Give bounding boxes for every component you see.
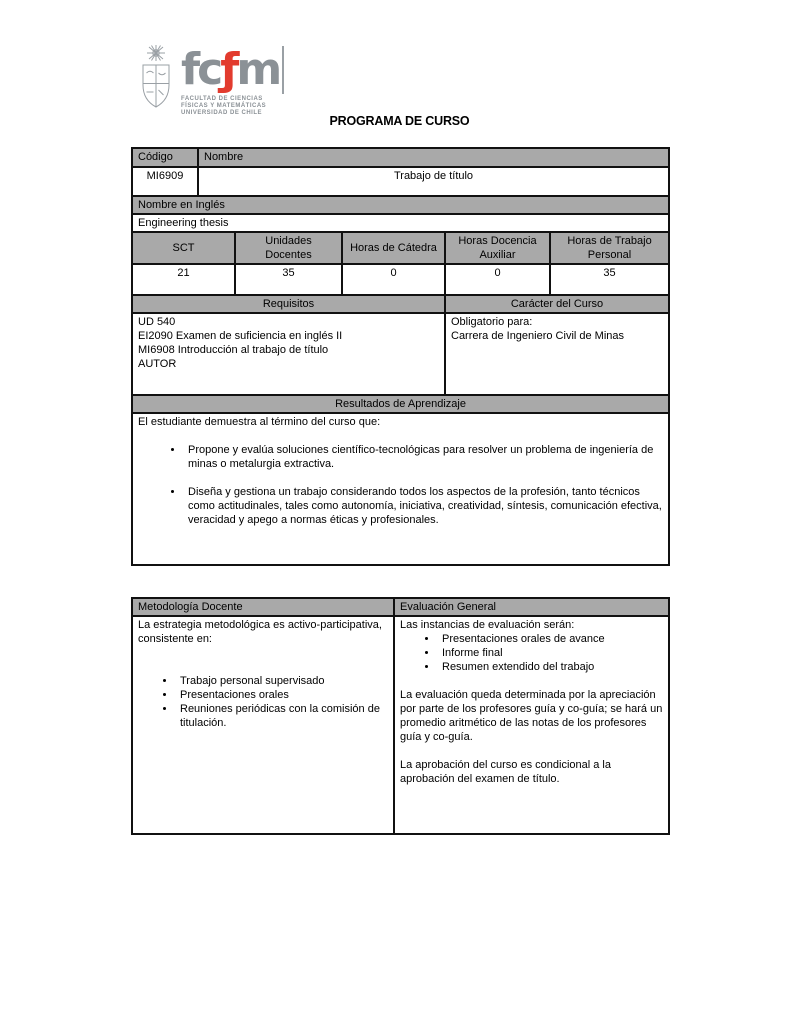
caracter-line: Carrera de Ingeniero Civil de Minas	[451, 330, 625, 342]
requisito-line: UD 540	[138, 316, 176, 328]
resultados-bullet-list	[138, 443, 663, 527]
evaluacion-intro: Las instancias de evaluación serán:	[400, 619, 575, 631]
wordmark-prefix: fc	[181, 44, 221, 95]
logo-text-block	[181, 44, 279, 117]
sct-header-cell: SCT	[132, 232, 235, 264]
evaluacion-paragraph: La evaluación queda determinada por la apreciación por parte de los profesores guía y co-guía; se hará un promedio aritmético de las notas de los profesores guía y co-guía.	[400, 689, 663, 743]
codigo-value-cell: MI6909	[132, 167, 198, 196]
requisito-line: EI2090 Examen de suficiencia en inglés II	[138, 330, 343, 342]
course-info-table	[131, 147, 670, 566]
unidades-docentes-value-cell: 35	[235, 264, 342, 295]
unidades-docentes-header-cell: Unidades Docentes	[235, 232, 342, 264]
methodology-evaluation-table	[131, 597, 670, 835]
horas-catedra-value-cell: 0	[342, 264, 445, 295]
resultados-intro: El estudiante demuestra al término del curso que:	[138, 416, 381, 428]
wordmark-accent-letter: ƒ	[220, 44, 237, 95]
nombre-header-cell: Nombre	[198, 148, 669, 167]
fcfm-wordmark	[181, 44, 280, 95]
page-title: PROGRAMA DE CURSO	[329, 114, 470, 128]
horas-catedra-header-cell: Horas de Cátedra	[342, 232, 445, 264]
metodologia-bullet-list	[138, 674, 388, 730]
caracter-line: Obligatorio para:	[451, 316, 533, 328]
university-logo	[136, 44, 279, 117]
metodologia-intro: La estrategia metodológica es activo-participativa, consistente en:	[138, 619, 382, 645]
nombre-ingles-value-cell: Engineering thesis	[132, 214, 669, 232]
metodologia-header-cell: Metodología Docente	[132, 598, 394, 616]
horas-docencia-header-cell: Horas Docencia Auxiliar	[445, 232, 550, 264]
wordmark-rule	[282, 46, 284, 94]
resultados-header-cell: Resultados de Aprendizaje	[132, 395, 669, 413]
evaluacion-paragraph: La aprobación del curso es condicional a la aprobación del examen de título.	[400, 759, 611, 785]
metodologia-bullet: • Trabajo personal supervisado	[176, 674, 388, 688]
faculty-line: FACULTAD DE CIENCIAS	[181, 96, 263, 102]
metodologia-bullet: • Presentaciones orales	[176, 688, 388, 702]
horas-trabajo-header-cell: Horas de Trabajo Personal	[550, 232, 669, 264]
requisitos-content-cell	[132, 313, 445, 395]
nombre-value-cell: Trabajo de título	[198, 167, 669, 196]
requisito-line: AUTOR	[138, 358, 177, 370]
university-crest-icon	[136, 44, 176, 112]
codigo-header-cell: Código	[132, 148, 198, 167]
evaluacion-content-cell	[394, 616, 669, 834]
metodologia-bullet: • Reuniones periódicas con la comisión de titulación.	[176, 702, 388, 730]
requisitos-header-cell: Requisitos	[132, 295, 445, 313]
wordmark-suffix: m	[236, 44, 280, 95]
faculty-line: UNIVERSIDAD DE CHILE	[181, 110, 263, 116]
resultados-bullet: • Diseña y gestiona un trabajo considerando todos los aspectos de la profesión, tanto técnicos como actitudinales, tales como autonomía, iniciativa, creatividad, síntesis, comunicación efectiva, veracidad y apego a normas éticas y profesionales.	[184, 485, 663, 527]
nombre-ingles-header-cell: Nombre en Inglés	[132, 196, 669, 214]
requisito-line: MI6908 Introducción al trabajo de título	[138, 344, 329, 356]
evaluacion-header-cell: Evaluación General	[394, 598, 669, 616]
resultados-content-cell	[132, 413, 669, 565]
caracter-content-cell	[445, 313, 669, 395]
horas-trabajo-value-cell: 35	[550, 264, 669, 295]
faculty-line: FÍSICAS Y MATEMÁTICAS	[181, 103, 267, 109]
caracter-header-cell: Carácter del Curso	[445, 295, 669, 313]
sct-value-cell: 21	[132, 264, 235, 295]
metodologia-content-cell	[132, 616, 394, 834]
evaluacion-bullet: • Resumen extendido del trabajo	[438, 660, 663, 674]
horas-docencia-value-cell: 0	[445, 264, 550, 295]
evaluacion-bullet: • Informe final	[438, 646, 663, 660]
evaluacion-bullet: • Presentaciones orales de avance	[438, 632, 663, 646]
evaluacion-bullet-list	[400, 632, 663, 674]
resultados-bullet: • Propone y evalúa soluciones científico-tecnológicas para resolver un problema de ingeniería de minas o metalurgia extractiva.	[184, 443, 663, 471]
